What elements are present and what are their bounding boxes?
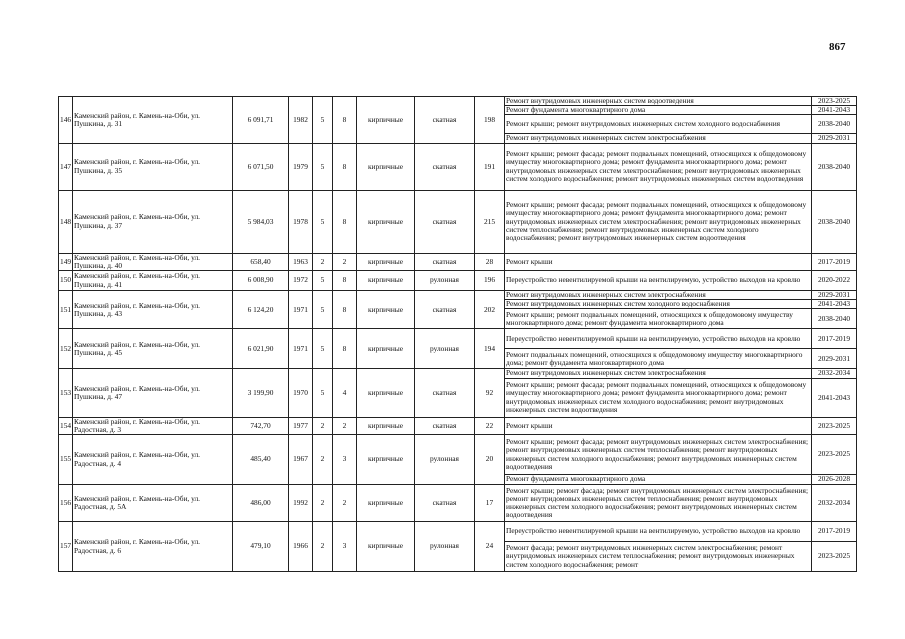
building-entrances: 4 (333, 369, 357, 417)
building-floors: 5 (313, 329, 333, 369)
work-period: 2023-2025 (812, 435, 857, 475)
building-area: 5 984,03 (233, 190, 289, 253)
building-floors: 5 (313, 291, 333, 329)
wall-material: кирпичные (357, 143, 415, 190)
building-area: 658,40 (233, 253, 289, 270)
work-period: 2032-2034 (812, 485, 857, 522)
work-description: Ремонт подвальных помещений, относящихся к общедомовому имуществу многоквартирного дома; ремонт фундамента многоквартирного дома (505, 349, 812, 369)
residents-count: 194 (475, 329, 505, 369)
work-description: Переустройство невентилируемой крыши на вентилируемую, устройство выходов на кровлю (505, 271, 812, 291)
building-number: 155 (59, 435, 73, 485)
roof-type: рулонная (415, 271, 475, 291)
table-row (59, 271, 857, 291)
wall-material: кирпичные (357, 271, 415, 291)
residents-count: 198 (475, 97, 505, 144)
page-number: 867 (829, 41, 846, 53)
building-area: 742,70 (233, 417, 289, 434)
building-year: 1982 (289, 97, 313, 144)
building-area: 479,10 (233, 522, 289, 572)
building-area: 3 199,90 (233, 369, 289, 417)
building-address: Каменский район, г. Камень-на-Оби, ул. Пушкина, д. 35 (73, 143, 233, 190)
building-address: Каменский район, г. Камень-на-Оби, ул. Пушкина, д. 47 (73, 369, 233, 417)
building-floors: 5 (313, 190, 333, 253)
building-entrances: 2 (333, 253, 357, 270)
building-number: 149 (59, 253, 73, 270)
building-entrances: 8 (333, 291, 357, 329)
wall-material: кирпичные (357, 485, 415, 522)
work-period: 2017-2019 (812, 253, 857, 270)
building-entrances: 8 (333, 271, 357, 291)
table-row (59, 522, 857, 542)
building-floors: 2 (313, 253, 333, 270)
wall-material: кирпичные (357, 190, 415, 253)
work-period: 2041-2043 (812, 300, 857, 309)
building-year: 1967 (289, 435, 313, 485)
wall-material: кирпичные (357, 417, 415, 434)
wall-material: кирпичные (357, 369, 415, 417)
work-description: Ремонт крыши; ремонт фасада; ремонт подвальных помещений, относящихся к общедомовому имуществу многоквартирного дома; ремонт фундамента многоквартирного дома; ремонт внутридомовых инженерных систем электроснабжения; ремонт внутридомовых инженерных систем холодного водоснабжения; ремонт внутридомовых инженерных систем водоотведения (505, 143, 812, 190)
table-row (59, 143, 857, 190)
work-period: 2017-2019 (812, 329, 857, 349)
building-area: 6 008,90 (233, 271, 289, 291)
work-period: 2017-2019 (812, 522, 857, 542)
building-number: 146 (59, 97, 73, 144)
building-entrances: 2 (333, 417, 357, 434)
roof-type: скатная (415, 417, 475, 434)
work-description: Ремонт крыши; ремонт подвальных помещений, относящихся к общедомовому имуществу многоквартирного дома; ремонт фундамента многоквартирного дома (505, 309, 812, 329)
roof-type: скатная (415, 143, 475, 190)
wall-material: кирпичные (357, 522, 415, 572)
building-number: 157 (59, 522, 73, 572)
wall-material: кирпичные (357, 435, 415, 485)
building-year: 1992 (289, 485, 313, 522)
building-year: 1972 (289, 271, 313, 291)
work-description: Ремонт внутридомовых инженерных систем электроснабжения (505, 369, 812, 378)
work-period: 2038-2040 (812, 190, 857, 253)
building-number: 148 (59, 190, 73, 253)
building-floors: 2 (313, 435, 333, 485)
table-row (59, 435, 857, 475)
building-year: 1971 (289, 329, 313, 369)
building-floors: 2 (313, 417, 333, 434)
building-year: 1970 (289, 369, 313, 417)
building-year: 1971 (289, 291, 313, 329)
building-area: 486,00 (233, 485, 289, 522)
residents-count: 92 (475, 369, 505, 417)
table-row (59, 97, 857, 106)
building-address: Каменский район, г. Камень-на-Оби, ул. Радостная, д. 6 (73, 522, 233, 572)
residents-count: 20 (475, 435, 505, 485)
work-period: 2023-2025 (812, 542, 857, 572)
building-area: 6 124,20 (233, 291, 289, 329)
residents-count: 215 (475, 190, 505, 253)
work-period: 2041-2043 (812, 378, 857, 417)
work-description: Ремонт внутридомовых инженерных систем электроснабжения (505, 291, 812, 300)
building-number: 147 (59, 143, 73, 190)
residents-count: 196 (475, 271, 505, 291)
roof-type: скатная (415, 253, 475, 270)
wall-material: кирпичные (357, 329, 415, 369)
table-row (59, 329, 857, 349)
building-number: 150 (59, 271, 73, 291)
roof-type: скатная (415, 291, 475, 329)
work-period: 2029-2031 (812, 349, 857, 369)
building-address: Каменский район, г. Камень-на-Оби, ул. Пушкина, д. 45 (73, 329, 233, 369)
work-description: Ремонт внутридомовых инженерных систем электроснабжения (505, 134, 812, 143)
building-area: 6 021,90 (233, 329, 289, 369)
roof-type: рулонная (415, 522, 475, 572)
work-period: 2038-2040 (812, 115, 857, 134)
roof-type: рулонная (415, 435, 475, 485)
work-description: Ремонт крыши; ремонт фасада; ремонт подвальных помещений, относящихся к общедомовому имуществу многоквартирного дома; ремонт фундамента многоквартирного дома; ремонт внутридомовых инженерных систем холодного водоснабжения; ремонт внутридомовых инженерных систем водоотведения (505, 378, 812, 417)
building-number: 154 (59, 417, 73, 434)
work-description: Ремонт крыши; ремонт внутридомовых инженерных систем холодного водоснабжения (505, 115, 812, 134)
work-description: Ремонт крыши; ремонт фасада; ремонт подвальных помещений, относящихся к общедомовому имуществу многоквартирного дома; ремонт фундамента многоквартирного дома; ремонт внутридомовых инженерных систем электроснабжения; ремонт внутридомовых инженерных систем теплоснабжения; ремонт внутридомовых инженерных систем холодного водоснабжения; ремонт внутридомовых инженерных систем водоотведения (505, 190, 812, 253)
work-period: 2038-2040 (812, 309, 857, 329)
residents-count: 22 (475, 417, 505, 434)
roof-type: скатная (415, 369, 475, 417)
work-period: 2023-2025 (812, 97, 857, 106)
table-row (59, 253, 857, 270)
building-year: 1977 (289, 417, 313, 434)
building-year: 1963 (289, 253, 313, 270)
building-address: Каменский район, г. Камень-на-Оби, ул. Пушкина, д. 43 (73, 291, 233, 329)
work-description: Ремонт крыши; ремонт фасада; ремонт внутридомовых инженерных систем электроснабжения; ремонт внутридомовых инженерных систем теплоснабжения; ремонт внутридомовых инженерных систем холодного водоснабжения; ремонт внутридомовых инженерных систем водоотведения (505, 435, 812, 475)
building-floors: 2 (313, 522, 333, 572)
residents-count: 202 (475, 291, 505, 329)
wall-material: кирпичные (357, 291, 415, 329)
building-entrances: 8 (333, 329, 357, 369)
table-row (59, 190, 857, 253)
building-number: 153 (59, 369, 73, 417)
building-number: 151 (59, 291, 73, 329)
building-address: Каменский район, г. Камень-на-Оби, ул. Радостная, д. 3 (73, 417, 233, 434)
building-number: 156 (59, 485, 73, 522)
work-period: 2041-2043 (812, 106, 857, 115)
building-address: Каменский район, г. Камень-на-Оби, ул. Пушкина, д. 40 (73, 253, 233, 270)
residents-count: 17 (475, 485, 505, 522)
work-description: Ремонт фасада; ремонт внутридомовых инженерных систем электроснабжения; ремонт внутридомовых инженерных систем теплоснабжения; ремонт внутридомовых инженерных систем холодного водоснабжения; ремонт (505, 542, 812, 572)
building-entrances: 8 (333, 143, 357, 190)
building-floors: 5 (313, 143, 333, 190)
building-year: 1979 (289, 143, 313, 190)
work-period: 2026-2028 (812, 475, 857, 485)
wall-material: кирпичные (357, 97, 415, 144)
table-row (59, 291, 857, 300)
work-period: 2023-2025 (812, 417, 857, 434)
building-floors: 5 (313, 97, 333, 144)
work-description: Переустройство невентилируемой крыши на вентилируемую, устройство выходов на кровлю (505, 522, 812, 542)
building-address: Каменский район, г. Камень-на-Оби, ул. Радостная, д. 4 (73, 435, 233, 485)
wall-material: кирпичные (357, 253, 415, 270)
work-description: Переустройство невентилируемой крыши на вентилируемую, устройство выходов на кровлю (505, 329, 812, 349)
work-description: Ремонт фундамента многоквартирного дома (505, 475, 812, 485)
work-description: Ремонт внутридомовых инженерных систем водоотведения (505, 97, 812, 106)
building-entrances: 3 (333, 522, 357, 572)
work-description: Ремонт крыши (505, 417, 812, 434)
building-floors: 5 (313, 369, 333, 417)
building-year: 1978 (289, 190, 313, 253)
work-description: Ремонт внутридомовых инженерных систем холодного водоснабжения (505, 300, 812, 309)
table-row (59, 417, 857, 434)
table-row (59, 369, 857, 378)
building-entrances: 8 (333, 190, 357, 253)
building-entrances: 8 (333, 97, 357, 144)
building-address: Каменский район, г. Камень-на-Оби, ул. Пушкина, д. 31 (73, 97, 233, 144)
table-row (59, 485, 857, 522)
building-entrances: 3 (333, 435, 357, 485)
work-period: 2029-2031 (812, 291, 857, 300)
building-address: Каменский район, г. Камень-на-Оби, ул. Радостная, д. 5А (73, 485, 233, 522)
building-address: Каменский район, г. Камень-на-Оби, ул. Пушкина, д. 41 (73, 271, 233, 291)
residents-count: 24 (475, 522, 505, 572)
building-floors: 2 (313, 485, 333, 522)
work-period: 2032-2034 (812, 369, 857, 378)
building-area: 485,40 (233, 435, 289, 485)
roof-type: скатная (415, 97, 475, 144)
residents-count: 191 (475, 143, 505, 190)
roof-type: рулонная (415, 329, 475, 369)
building-area: 6 091,71 (233, 97, 289, 144)
work-description: Ремонт фундамента многоквартирного дома (505, 106, 812, 115)
building-year: 1966 (289, 522, 313, 572)
work-description: Ремонт крыши; ремонт фасада; ремонт внутридомовых инженерных систем электроснабжения; ремонт внутридомовых инженерных систем теплоснабжения; ремонт внутридомовых инженерных систем холодного водоснабжения; ремонт внутридомовых инженерных систем водоотведения (505, 485, 812, 522)
roof-type: скатная (415, 485, 475, 522)
residents-count: 28 (475, 253, 505, 270)
work-period: 2020-2022 (812, 271, 857, 291)
building-entrances: 2 (333, 485, 357, 522)
repair-schedule-table (58, 96, 857, 572)
building-area: 6 071,50 (233, 143, 289, 190)
roof-type: скатная (415, 190, 475, 253)
building-number: 152 (59, 329, 73, 369)
building-floors: 5 (313, 271, 333, 291)
building-address: Каменский район, г. Камень-на-Оби, ул. Пушкина, д. 37 (73, 190, 233, 253)
work-period: 2038-2040 (812, 143, 857, 190)
work-period: 2029-2031 (812, 134, 857, 143)
work-description: Ремонт крыши (505, 253, 812, 270)
